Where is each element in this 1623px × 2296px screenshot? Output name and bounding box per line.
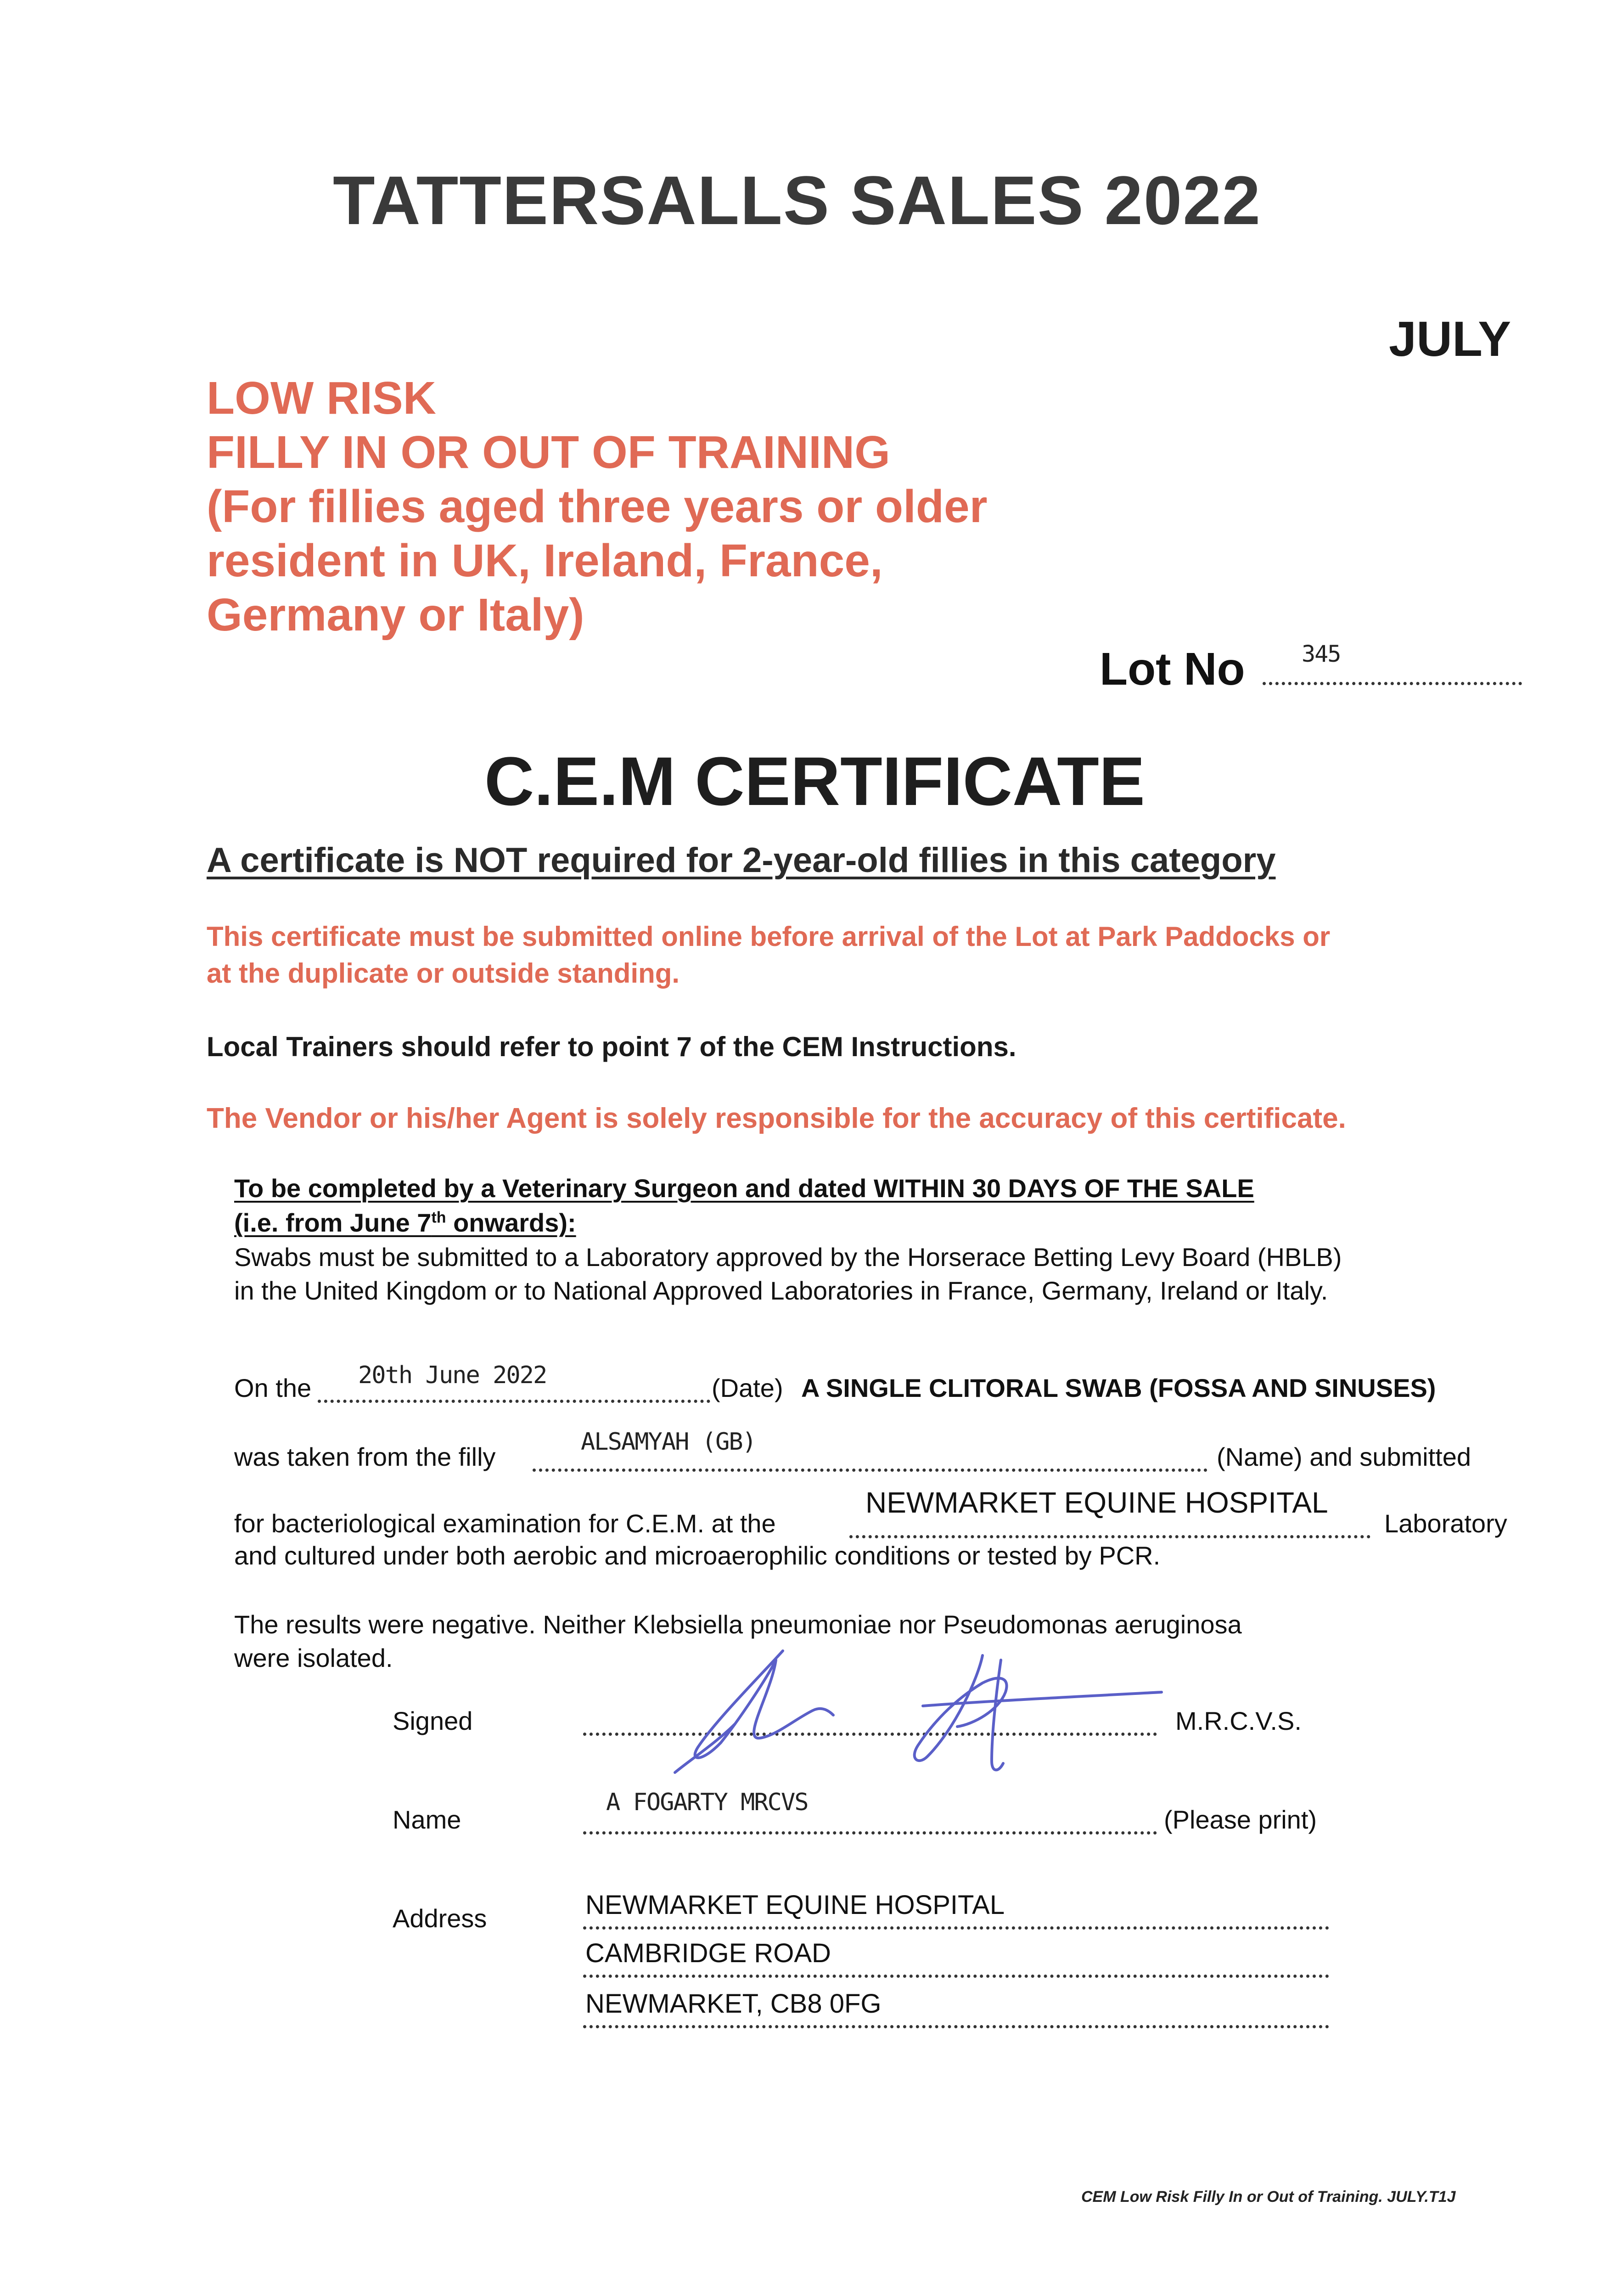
category-line: LOW RISK bbox=[207, 372, 436, 424]
on-the-label: On the bbox=[234, 1373, 312, 1402]
submit-notice-line1: This certificate must be submitted online before arrival of the Lot at Park Paddocks or bbox=[207, 921, 1331, 952]
not-required-notice: A certificate is NOT required for 2-year-old fillies in this category bbox=[207, 841, 1276, 880]
please-print-label: (Please print) bbox=[1164, 1805, 1317, 1834]
signed-label: Signed bbox=[393, 1706, 473, 1735]
exam-label: for bacteriological examination for C.E.M. at the bbox=[234, 1509, 776, 1538]
address-dotted-line bbox=[583, 1975, 1329, 1978]
address-line: NEWMARKET, CB8 0FG bbox=[585, 1989, 882, 2019]
address-dotted-line bbox=[583, 2025, 1329, 2028]
address-line: CAMBRIDGE ROAD bbox=[585, 1938, 831, 1968]
vet-instructions-heading: To be completed by a Veterinary Surgeon and dated WITHIN 30 DAYS OF THE SALE bbox=[234, 1174, 1254, 1203]
local-trainers-note: Local Trainers should refer to point 7 of the CEM Instructions. bbox=[207, 1031, 1016, 1062]
date-label: (Date) bbox=[712, 1373, 783, 1402]
date-range-superscript: th bbox=[431, 1209, 446, 1227]
date-value: 20th June 2022 bbox=[358, 1362, 547, 1389]
certificate-title: C.E.M CERTIFICATE bbox=[484, 743, 1145, 820]
category-line: (For fillies aged three years or older bbox=[207, 481, 988, 532]
mrcvs-label: M.R.C.V.S. bbox=[1175, 1706, 1302, 1735]
vet-signature bbox=[661, 1642, 1175, 1793]
date-dotted-line bbox=[318, 1400, 710, 1403]
results-line1: The results were negative. Neither Klebsiella pneumoniae nor Pseudomonas aeruginosa bbox=[234, 1610, 1242, 1639]
filly-name-dotted-line bbox=[533, 1469, 1207, 1472]
lot-number: 345 bbox=[1302, 641, 1341, 667]
taken-from-label: was taken from the filly bbox=[234, 1442, 496, 1471]
lot-label: Lot No bbox=[1100, 643, 1245, 695]
results-line2: were isolated. bbox=[234, 1643, 393, 1672]
vet-name-value: A FOGARTY MRCVS bbox=[606, 1789, 808, 1816]
vet-date-range bbox=[234, 1208, 576, 1238]
name-dotted-line bbox=[583, 1831, 1157, 1835]
lab-dotted-line bbox=[849, 1535, 1370, 1538]
lot-dotted-line bbox=[1263, 682, 1522, 685]
filly-name-value: ALSAMYAH (GB) bbox=[581, 1428, 756, 1456]
address-dotted-line bbox=[583, 1926, 1329, 1930]
address-label: Address bbox=[393, 1904, 487, 1933]
category-line: FILLY IN OR OUT OF TRAINING bbox=[207, 427, 890, 478]
vendor-responsibility-note: The Vendor or his/her Agent is solely responsible for the accuracy of this certificate. bbox=[207, 1103, 1346, 1134]
date-range-text-end: onwards): bbox=[446, 1208, 576, 1237]
lab-name-value: NEWMARKET EQUINE HOSPITAL bbox=[865, 1486, 1328, 1519]
document-title: TATTERSALLS SALES 2022 bbox=[333, 162, 1262, 239]
submit-notice-line2: at the duplicate or outside standing. bbox=[207, 958, 680, 989]
category-block bbox=[207, 371, 988, 642]
category-line: resident in UK, Ireland, France, bbox=[207, 535, 883, 586]
cultured-text: and cultured under both aerobic and microaerophilic conditions or tested by PCR. bbox=[234, 1541, 1161, 1570]
swab-description: A SINGLE CLITORAL SWAB (FOSSA AND SINUSES) bbox=[801, 1373, 1436, 1402]
swabs-instruction-line1: Swabs must be submitted to a Laboratory approved by the Horserace Betting Levy Board (HBLB) bbox=[234, 1243, 1342, 1272]
category-line: Germany or Italy) bbox=[207, 589, 584, 641]
swabs-instruction-line2: in the United Kingdom or to National Approved Laboratories in France, Germany, Ireland or Italy. bbox=[234, 1276, 1328, 1305]
date-range-text: (i.e. from June 7 bbox=[234, 1208, 432, 1237]
footer-reference: CEM Low Risk Filly In or Out of Training. JULY.T1J bbox=[1081, 2188, 1456, 2206]
lab-label: Laboratory bbox=[1384, 1509, 1507, 1538]
address-line: NEWMARKET EQUINE HOSPITAL bbox=[585, 1890, 1005, 1920]
sale-month: JULY bbox=[1389, 311, 1511, 366]
name-submitted-label: (Name) and submitted bbox=[1217, 1442, 1471, 1471]
name-label: Name bbox=[393, 1805, 461, 1834]
